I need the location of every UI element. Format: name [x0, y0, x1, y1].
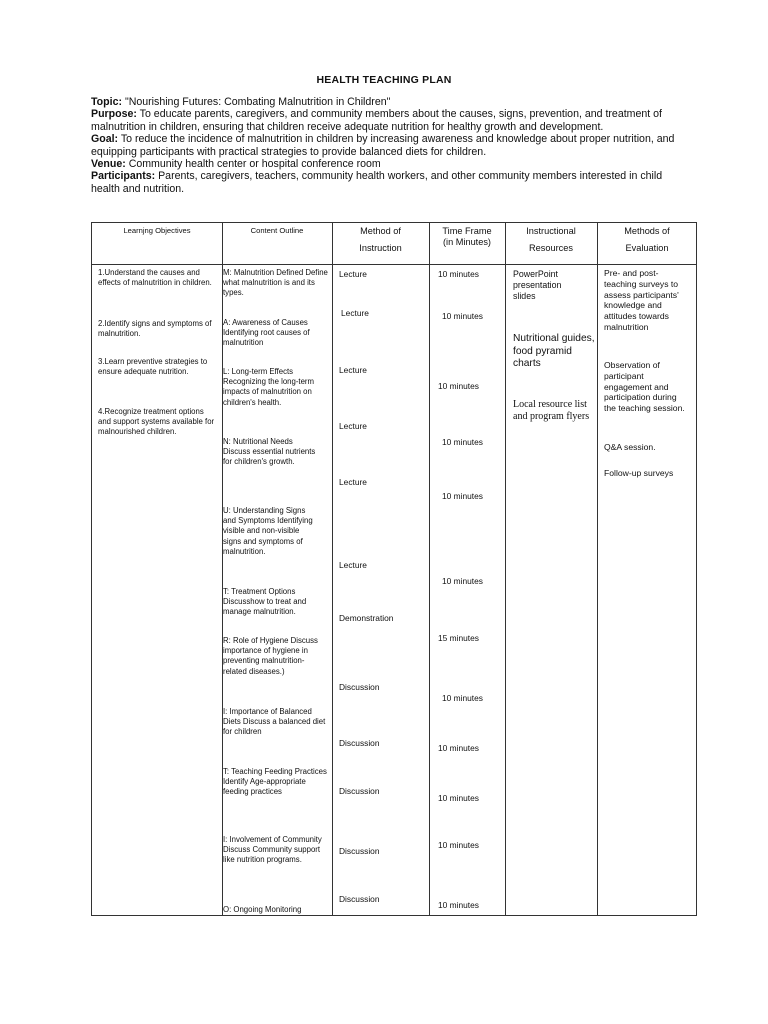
resource-item: Local resource list and program flyers: [513, 399, 590, 422]
evaluation-item: Observation of participant engagement and participation during the teaching session.: [604, 360, 685, 414]
header-method: [332, 223, 429, 264]
teaching-plan-table: [91, 222, 697, 916]
venue-label: Venue:: [91, 158, 126, 171]
column-divider: [332, 223, 333, 915]
content-item: R: Role of Hygiene Discuss importance of hygiene in preventing malnutrition-related diseases.): [223, 636, 318, 676]
objective-item: 4.Recognize treatment options and support systems available for malnourished children.: [98, 407, 215, 437]
header-objectives: Learnjng Objectives: [123, 226, 191, 235]
topic-line: [91, 96, 681, 108]
method-item: Lecture: [339, 477, 367, 487]
resource-item: PowerPoint presentation slides: [513, 269, 562, 301]
content-item: A: Awareness of Causes Identifying root causes of malnutrition: [223, 318, 310, 348]
time-item: 10 minutes: [438, 743, 479, 753]
participants-text: Parents, caregivers, teachers, community health workers, and other community members interested in child health and nutrition.: [91, 170, 663, 195]
purpose-text: To educate parents, caregivers, and community members about the causes, signs, prevention, and treatment of malnutrition in children, ensuring that children receive adequate nutrition for healthy growth and development.: [91, 108, 662, 133]
participants-line: [91, 170, 681, 195]
objective-item: 2.Identify signs and symptoms of malnutrition.: [98, 319, 212, 339]
content-item: N: Nutritional Needs Discuss essential nutrients for children's growth.: [223, 437, 316, 467]
method-item: Lecture: [339, 365, 367, 375]
method-item: Lecture: [339, 560, 367, 570]
time-item: 10 minutes: [438, 381, 479, 391]
resource-item: Nutritional guides, food pyramid charts: [513, 333, 595, 369]
time-item: 10 minutes: [438, 900, 479, 910]
time-item: 10 minutes: [438, 269, 479, 279]
time-item: 15 minutes: [438, 633, 479, 643]
column-divider: [597, 223, 598, 915]
participants-label: Participants:: [91, 170, 156, 183]
header-time: [429, 223, 505, 267]
time-item: 10 minutes: [442, 491, 483, 501]
content-item: I: Importance of Balanced Diets Discuss a balanced diet for children: [223, 707, 326, 737]
topic-label: Topic:: [91, 96, 122, 108]
goal-line: [91, 133, 681, 158]
objective-item: 3.Learn preventive strategies to ensure adequate nutrition.: [98, 357, 208, 377]
content-item: T: Teaching Feeding Practices Identify Age-appropriate feeding practices: [223, 767, 327, 797]
header-method-line1: Method of: [360, 226, 401, 236]
header-evaluation-line1: Methods of: [624, 226, 670, 236]
method-item: Discussion: [339, 786, 380, 796]
header-evaluation: [597, 223, 697, 264]
method-item: Lecture: [339, 269, 367, 279]
header-time-line1: Time Frame: [442, 226, 492, 236]
header-resources: [505, 223, 597, 264]
purpose-label: Purpose:: [91, 108, 137, 121]
header-evaluation-line2: Evaluation: [625, 243, 669, 253]
header-method-line2: Instruction: [359, 243, 402, 253]
evaluation-item: Follow-up surveys: [604, 468, 674, 478]
column-divider: [429, 223, 430, 915]
time-item: 10 minutes: [438, 793, 479, 803]
header-resources-line1: Instructional: [526, 226, 576, 236]
method-item: Demonstration: [339, 613, 394, 623]
method-item: Lecture: [339, 421, 367, 431]
evaluation-item: Pre- and post-teaching surveys to assess participants' knowledge and attitudes towards malnutrition: [604, 268, 679, 332]
content-item: I: Involvement of Community Discuss Community support like nutrition programs.: [223, 835, 322, 865]
content-item: U: Understanding Signs and Symptoms Identifying visible and non-visible signs and symptoms of malnutrition.: [223, 506, 313, 556]
evaluation-item: Q&A session.: [604, 442, 656, 452]
topic-text: "Nourishing Futures: Combating Malnutrition in Children": [122, 96, 391, 108]
time-item: 10 minutes: [442, 693, 483, 703]
goal-label: Goal:: [91, 133, 119, 146]
method-item: Discussion: [339, 846, 380, 856]
method-item: Lecture: [341, 308, 369, 318]
content-item: T: Treatment Options Discusshow to treat and manage malnutrition.: [223, 587, 307, 617]
plan-intro: [91, 96, 681, 195]
method-item: Discussion: [339, 894, 380, 904]
time-item: 10 minutes: [442, 311, 483, 321]
page-title: HEALTH TEACHING PLAN: [316, 74, 452, 86]
purpose-line: [91, 108, 681, 133]
content-item: O: Ongoing Monitoring: [223, 905, 302, 914]
venue-line: [91, 158, 681, 170]
venue-text: Community health center or hospital conference room: [125, 158, 381, 171]
content-item: M: Malnutrition Defined Define what malnutrition is and its types.: [223, 268, 328, 298]
header-resources-line2: Resources: [529, 243, 573, 253]
goal-text: To reduce the incidence of malnutrition in children by increasing awareness and knowledge about proper nutrition, and equipping participants with practical strategies to provide balanced diets for children.: [91, 133, 675, 158]
method-item: Discussion: [339, 682, 380, 692]
time-item: 10 minutes: [442, 576, 483, 586]
column-divider: [505, 223, 506, 915]
content-item: L: Long-term Effects Recognizing the long-term impacts of malnutrition on children's health.: [223, 367, 315, 407]
time-item: 10 minutes: [438, 840, 479, 850]
time-item: 10 minutes: [442, 437, 483, 447]
header-time-line2: (in Minutes): [443, 237, 491, 247]
method-item: Discussion: [339, 738, 380, 748]
objective-item: 1.Understand the causes and effects of malnutrition in children.: [98, 268, 212, 288]
header-content: Content Outline: [250, 226, 304, 235]
